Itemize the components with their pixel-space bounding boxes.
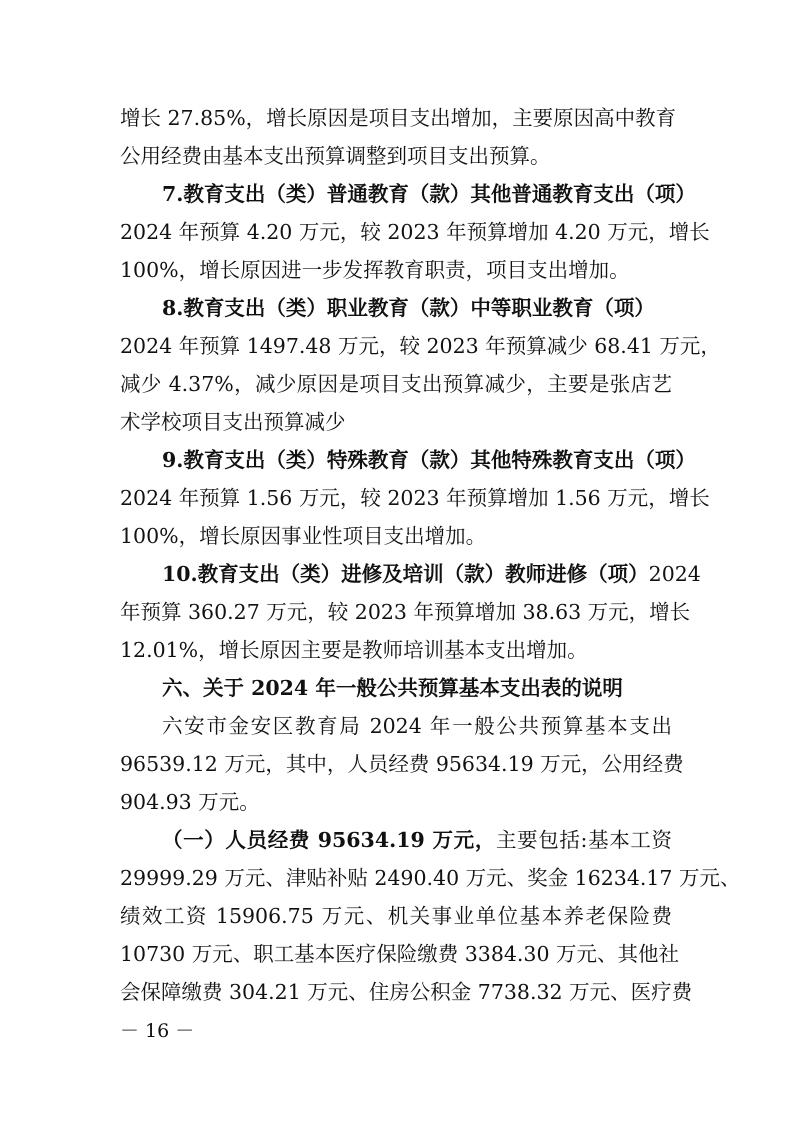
- paragraph-line: 六安市金安区教育局 2024 年一般公共预算基本支出: [162, 714, 672, 738]
- personnel-expense-tail: 主要包括:基本工资: [495, 828, 673, 852]
- page-number: － 16 －: [120, 1020, 195, 1042]
- paragraph-line: 100%，增长原因事业性项目支出增加。: [120, 524, 487, 548]
- section-heading-10: [162, 555, 701, 593]
- section-heading-7: 7.教育支出（类）普通教育（款）其他普通教育支出（项）: [162, 182, 696, 206]
- section-heading-10-tail: 2024: [648, 562, 701, 586]
- section-heading-8: 8.教育支出（类）职业教育（款）中等职业教育（项）: [162, 296, 655, 320]
- paragraph-line: 2024 年预算 1497.48 万元，较 2023 年预算减少 68.41 万元，: [120, 334, 721, 358]
- paragraph-line: 公用经费由基本支出预算调整到项目支出预算。: [120, 144, 551, 168]
- paragraph-line: 2024 年预算 1.56 万元，较 2023 年预算增加 1.56 万元，增长: [120, 486, 710, 510]
- section-heading-six: 六、关于 2024 年一般公共预算基本支出表的说明: [162, 676, 623, 700]
- paragraph-line: 29999.29 万元、津贴补贴 2490.40 万元、奖金 16234.17 万元、: [120, 866, 741, 890]
- paragraph-line: 10730 万元、职工基本医疗保险缴费 3384.30 万元、其他社: [120, 942, 680, 966]
- personnel-expense-bold: （一）人员经费 95634.19 万元，: [162, 828, 496, 852]
- paragraph-line: 96539.12 万元，其中，人员经费 95634.19 万元，公用经费: [120, 752, 684, 776]
- paragraph-line: 904.93 万元。: [120, 790, 260, 814]
- paragraph-line: 会保障缴费 304.21 万元、住房公积金 7738.32 万元、医疗费: [120, 980, 693, 1004]
- personnel-expense-line: [162, 821, 672, 859]
- paragraph-line: 增长 27.85%，增长原因是项目支出增加，主要原因高中教育: [120, 106, 677, 130]
- paragraph-line: 12.01%，增长原因主要是教师培训基本支出增加。: [120, 638, 588, 662]
- paragraph-line: 2024 年预算 4.20 万元，较 2023 年预算增加 4.20 万元，增长: [120, 220, 710, 244]
- paragraph-line: 绩效工资 15906.75 万元、机关事业单位基本养老保险费: [120, 904, 672, 928]
- paragraph-line: 年预算 360.27 万元，较 2023 年预算增加 38.63 万元，增长: [120, 600, 691, 624]
- section-heading-9: 9.教育支出（类）特殊教育（款）其他特殊教育支出（项）: [162, 448, 696, 472]
- section-heading-10-bold: 10.教育支出（类）进修及培训（款）教师进修（项）: [162, 562, 649, 586]
- paragraph-line: 100%，增长原因进一步发挥教育职责，项目支出增加。: [120, 258, 630, 282]
- paragraph-line: 术学校项目支出预算减少: [120, 410, 346, 434]
- paragraph-line: 减少 4.37%，减少原因是项目支出预算减少，主要是张店艺: [120, 372, 672, 396]
